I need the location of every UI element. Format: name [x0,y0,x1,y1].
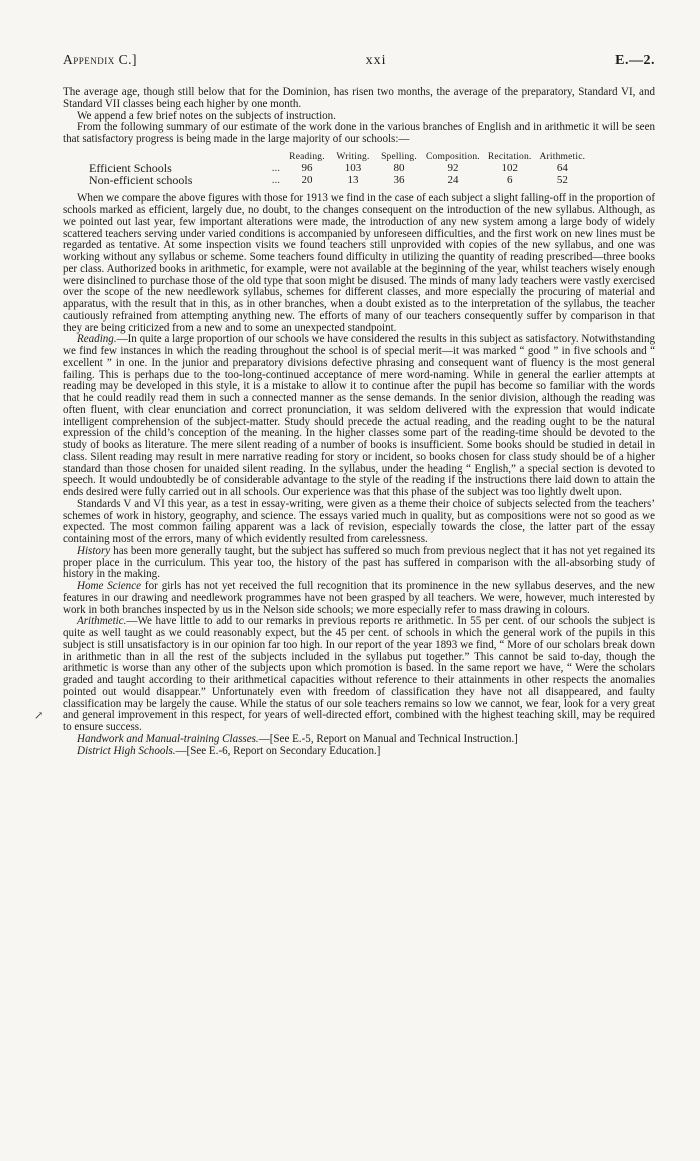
cell-value: 96 [301,162,313,175]
paragraph-home-science [63,581,655,616]
col-arithmetic: Arithmetic. [539,151,586,162]
history-body: has been more generally taught, but the subject has suffered so much from previous neglect that it has not yet regained its proper place in the curriculum. This year too, the history of the past has suffered in comparison with the all-absorbing study of history in the making. [63,544,655,581]
handwork-body: —[See E.-5, Report on Manual and Technical Instruction.] [258,732,518,745]
district-high-schools-body: —[See E.-6, Report on Secondary Education.] [175,744,381,757]
header-appendix: Appendix C.] [63,52,138,67]
section-head-home-science: Home Science [77,580,142,592]
paragraph-reading [63,334,655,499]
cell-value: 80 [393,162,405,175]
cell-value: 92 [447,162,459,175]
paragraph-summary-intro: From the following summary of our estimate of the work done in the various branches of English and in arithmetic it will be seen that satisfactory progress is being made in the large majority of our schools:— [63,121,655,145]
home-science-body: for girls has not yet received the full recognition that its prominence in the new syllabus deserves, and the new features in our drawing and needlework programmes have not been grasped by all teachers. We were, however, much interested by work in both branches inspected by us in the Nelson side schools; we more especially refer to mass drawing in colours. [63,580,655,616]
col-spelling: Spelling. [381,151,417,162]
reading-body: —In quite a large proportion of our schools we have considered the results in this subject as satisfactory. Notwithstanding we find few instances in which the reading throughout the school is of special merit—it was marked “ good ” in five schools and “ excellent ” in one. In the junior and preparatory divisions defective phrasing and consequent want of fluency is the most general failing. This is perhaps due to the too-long-continued acceptance of mere word-naming. While in general the earlier attempts at reading may be developed in this style, it is a mistake to allow it to continue after the pupil has become so familiar with the words that he could readily read them in such a connected manner as the sense demands. In the senior division, although the reading was often fluent, with clear enunciation and correct pronunciation, it was seldom delivered with the expression that would indicate intelligent comprehension of the subject-matter. Study should precede the actual reading, and the reading ought to be the natural expression of the child’s conception of the meaning. In the higher classes some part of the reading-time should be devoted to the study of books as literature. The mere silent reading of a number of books is insufficient. Some books should be studied in detail in class. Silent reading may result in mere narrative reading for story or incident, so books chosen for class study should be of a higher standard than those chosen for unaided silent reading. In the syllabus, under the heading “ English,” a special section is devoted to speech. It would undoubtedly be of considerable advantage to the style of the reading if the instructions there laid down to attain the ends desired were fully carried out in all schools. Our experience was that this phase of the subject was too lightly dwelt upon. [63,333,655,498]
section-head-arithmetic: Arithmetic. [77,615,127,628]
cell-value: 13 [347,173,359,186]
section-head-handwork: Handwork and Manual-training Classes. [77,732,259,745]
paragraph-history [63,546,655,581]
paragraph-district-high-schools [63,746,655,758]
row-leader-dots: ... [271,173,280,186]
row-leader-dots: ... [271,162,280,175]
cell-value: 102 [501,162,518,175]
cell-value: 103 [344,162,362,175]
section-head-reading: Reading. [77,333,117,346]
arithmetic-body: —We have little to add to our remarks in previous reports re arithmetic. In 55 per cent. of our schools the subject is quite as well taught as we could reasonably expect, but the 45 per cent. of schools in which the general work of the pupils in this subject is still unsatisfactory is in our opinion far too high. In our report of the year 1893 we find, “ More of our scholars break down in arithmetic than in all the rest of the subjects included in the syllabus put together.” This cannot be said to-day, though the arithmetic is worse than any other of the subjects upon which promotion is based. In the same report we have, “ Were the scholars graded and taught according to their arithmetical capacities without reference to their attainments in other respects the anomalies pointed out would disappear.” Unfortunately even with freedom of classification they have not all disappeared, and faulty classification may be largely the cause. While the status of our sole teachers remains so low we cannot, we fear, look for a very great and general improvement in this respect, for years of well-directed effort, combined with the highest teaching skill, may be required to ensure success. [63,615,655,733]
col-recitation: Recitation. [487,151,532,162]
paragraph-append-notes: We append a few brief notes on the subjects of instruction. [77,109,336,122]
paragraph-comparison: When we compare the above figures with those for 1913 we find in the case of each subject a slight falling-off in the proportion of schools marked as efficient, largely due, no doubt, to the changes consequent on the introduction of the new syllabus. Although, as we pointed out last year, few important alterations were made, the introduction of any new system among a large body of widely scattered teachers serving under varied conditions is accompanied by unforeseen difficulties, and the first work on new lines must be regarded as tentative. At some inspection visits we found teachers still unprovided with copies of the new syllabus, and one was working without any syllabus or scheme. Some teachers found difficulty in utilizing the quantity of reading prescribed—three books per class. Authorized books in arithmetic, for example, were not available at the beginning of the year, whilst teachers wisely enough were disinclined to purchase those of the old type that soon might be disused. The minds of many lady teachers were vastly exercised over the scope of the new needlework syllabus, schemes for different classes, and more especially the procuring of material and apparatus, with the result that in this, as in other branches, when a doubt existed as to the interpretation of the syllabus, the teacher cautiously refrained from attempting anything new. The efforts of many of our teachers consequently suffer by comparison in that they are being criticized from a new and to some an unexpected standpoint. [63,192,655,334]
cell-value: 6 [506,173,513,186]
row-label-non-efficient: Non-efficient schools [89,172,193,187]
page-number: xxi [365,53,387,68]
summary-table [89,152,589,187]
margin-annotation-mark: ↗ [34,710,44,722]
document-code: E.—2. [615,53,655,68]
row-label-efficient: Efficient Schools [89,161,172,176]
cell-value: 20 [301,173,313,186]
section-head-history: History [77,544,111,557]
cell-value: 64 [556,162,568,175]
col-writing: Writing. [336,151,370,162]
page-header [63,52,655,69]
cell-value: 52 [556,173,568,186]
col-composition: Composition. [426,151,480,162]
paragraph-average-age: The average age, though still below that for the Dominion, has risen two months, the average of the preparatory, Standard VI, and Standard VII classes being each higher by one month. [63,86,655,110]
table-row [89,175,589,187]
paragraph-arithmetic [63,616,655,734]
cell-value: 36 [393,173,405,186]
paragraph-standards-essay: Standards V and VI this year, as a test in essay-writing, were given as a theme their choice of subjects selected from the teachers’ schemes of work in history, geography, and science. The essays varied much in quality, but as compositions were not so good as we expected. The most common failing apparent was a lack of revision, especially towards the close, the latter part of the essay containing most of the errors, many of which evidently resulted from carelessness. [63,497,655,545]
section-head-district-high-schools: District High Schools. [77,744,176,757]
col-reading: Reading. [289,151,325,162]
cell-value: 24 [447,173,459,186]
